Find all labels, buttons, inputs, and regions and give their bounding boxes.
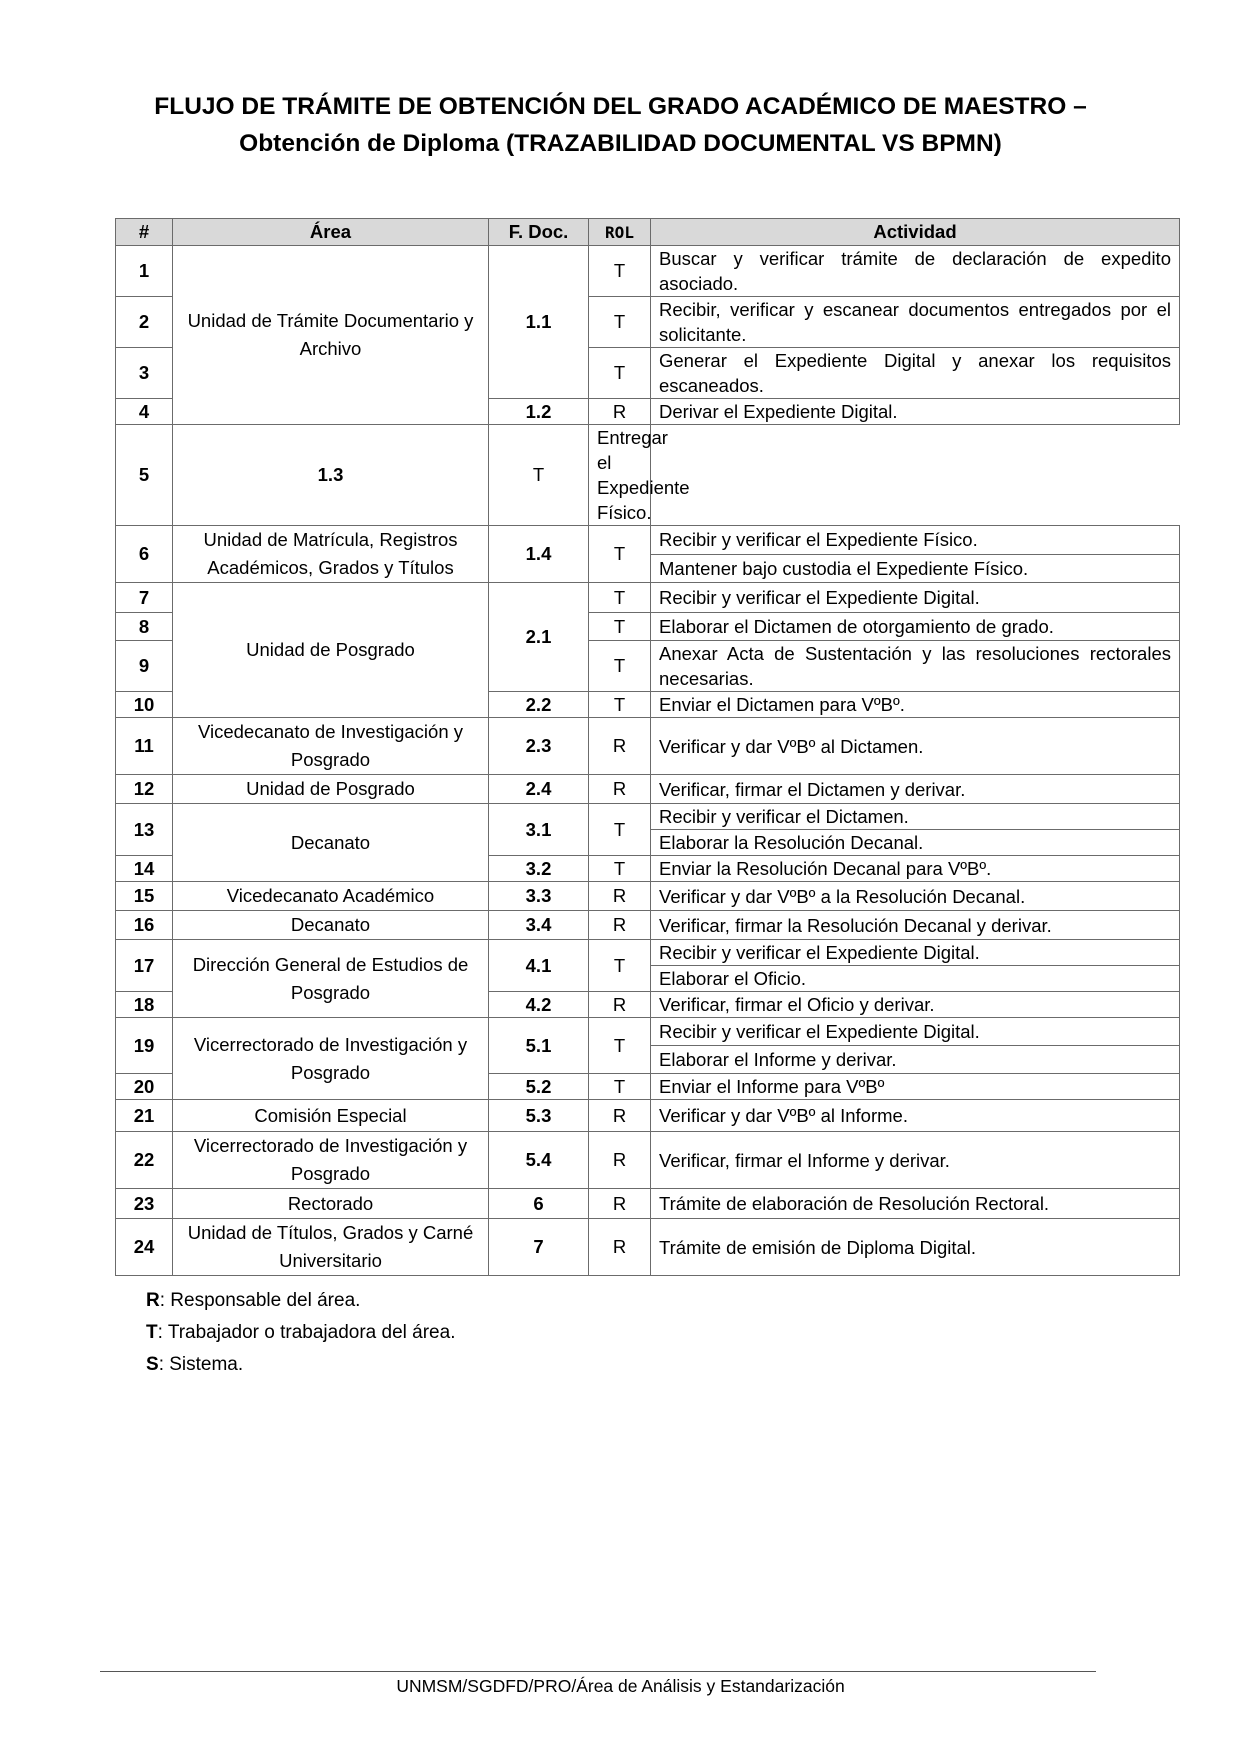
- activity-cell: Recibir y verificar el Expediente Digital.: [651, 1018, 1180, 1046]
- activity-cell: Verificar y dar VºBº a la Resolución Decanal.: [651, 882, 1180, 911]
- area-cell: Decanato: [173, 911, 489, 940]
- row-number: 21: [116, 1100, 173, 1132]
- table-row: [116, 718, 1180, 775]
- header-rol: ROL: [589, 219, 651, 246]
- activity-cell: Trámite de elaboración de Resolución Rectoral.: [651, 1189, 1180, 1219]
- table-row: [116, 425, 1180, 526]
- activity-cell: Elaborar el Oficio.: [651, 966, 1180, 992]
- rol-cell: R: [589, 718, 651, 775]
- area-cell: Comisión Especial: [173, 1100, 489, 1132]
- activity-cell: Elaborar la Resolución Decanal.: [651, 830, 1180, 856]
- area-cell: Unidad de Posgrado: [173, 775, 489, 804]
- rol-cell: T: [589, 1018, 651, 1074]
- rol-cell: T: [589, 297, 651, 348]
- activity-cell: Enviar el Dictamen para VºBº.: [651, 692, 1180, 718]
- activity-cell: Generar el Expediente Digital y anexar los requisitos escaneados.: [651, 348, 1180, 399]
- area-cell: Dirección General de Estudios de Posgrado: [173, 940, 489, 1018]
- rol-cell: R: [589, 1100, 651, 1132]
- table-row: [116, 911, 1180, 940]
- row-number: 15: [116, 882, 173, 911]
- table-row: [116, 940, 1180, 966]
- activity-cell: Verificar, firmar el Informe y derivar.: [651, 1132, 1180, 1189]
- fdoc-cell: 4.2: [489, 992, 589, 1018]
- rol-cell: T: [589, 804, 651, 856]
- table-row: [116, 1100, 1180, 1132]
- rol-cell: T: [589, 348, 651, 399]
- rol-cell: R: [589, 1219, 651, 1276]
- rol-cell: R: [589, 882, 651, 911]
- row-number: 19: [116, 1018, 173, 1074]
- area-cell: Unidad de Títulos, Grados y Carné Universitario: [173, 1219, 489, 1276]
- legend-text: : Responsable del área.: [159, 1290, 361, 1311]
- process-table: [115, 218, 1180, 1276]
- legend-text: : Trabajador o trabajadora del área.: [157, 1322, 456, 1343]
- rol-cell: T: [589, 692, 651, 718]
- activity-cell: Derivar el Expediente Digital.: [651, 399, 1180, 425]
- legend-key: T: [146, 1322, 158, 1343]
- header-area: Área: [173, 219, 489, 246]
- row-number: 3: [116, 348, 173, 399]
- row-number: 12: [116, 775, 173, 804]
- fdoc-cell: 7: [489, 1219, 589, 1276]
- header-activity: Actividad: [651, 219, 1180, 246]
- fdoc-cell: 3.1: [489, 804, 589, 856]
- area-cell: Vicedecanato de Investigación y Posgrado: [173, 718, 489, 775]
- area-cell: Unidad de Posgrado: [173, 583, 489, 718]
- footer-divider: [100, 1671, 1096, 1672]
- activity-cell: Verificar, firmar el Dictamen y derivar.: [651, 775, 1180, 804]
- row-number: 14: [116, 856, 173, 882]
- row-number: 17: [116, 940, 173, 992]
- activity-cell: Enviar la Resolución Decanal para VºBº.: [651, 856, 1180, 882]
- fdoc-cell: 4.1: [489, 940, 589, 992]
- row-number: 4: [116, 399, 173, 425]
- activity-cell: Verificar y dar VºBº al Dictamen.: [651, 718, 1180, 775]
- rol-cell: R: [589, 911, 651, 940]
- rol-cell: T: [589, 940, 651, 992]
- area-cell: Vicerrectorado de Investigación y Posgrado: [173, 1132, 489, 1189]
- header-num: #: [116, 219, 173, 246]
- fdoc-cell: 5.3: [489, 1100, 589, 1132]
- fdoc-cell: 5.2: [489, 1074, 589, 1100]
- activity-cell: Recibir y verificar el Expediente Digital.: [651, 583, 1180, 613]
- fdoc-cell: 5.1: [489, 1018, 589, 1074]
- activity-cell: Anexar Acta de Sustentación y las resoluciones rectorales necesarias.: [651, 641, 1180, 692]
- legend-text: : Sistema.: [158, 1354, 244, 1375]
- activity-cell: Verificar, firmar el Oficio y derivar.: [651, 992, 1180, 1018]
- rol-cell: R: [589, 399, 651, 425]
- legend-item: [146, 1349, 455, 1381]
- table-row: [116, 246, 1180, 297]
- area-cell: Unidad de Matrícula, Registros Académicos, Grados y Títulos: [173, 526, 489, 583]
- table-row: [116, 882, 1180, 911]
- row-number: 9: [116, 641, 173, 692]
- header-fdoc: F. Doc.: [489, 219, 589, 246]
- row-number: 13: [116, 804, 173, 856]
- rol-cell: T: [589, 856, 651, 882]
- rol-cell: T: [589, 613, 651, 641]
- fdoc-cell: 3.3: [489, 882, 589, 911]
- activity-cell: Recibir, verificar y escanear documentos entregados por el solicitante.: [651, 297, 1180, 348]
- table-row: [116, 1018, 1180, 1046]
- row-number: 6: [116, 526, 173, 583]
- area-cell: Vicerrectorado de Investigación y Posgrado: [173, 1018, 489, 1100]
- table-row: [116, 526, 1180, 555]
- rol-cell: R: [589, 775, 651, 804]
- activity-cell: Elaborar el Informe y derivar.: [651, 1046, 1180, 1074]
- rol-cell: T: [589, 1074, 651, 1100]
- legend-item: [146, 1317, 455, 1349]
- row-number: 23: [116, 1189, 173, 1219]
- rol-cell: T: [589, 641, 651, 692]
- table-row: [116, 1189, 1180, 1219]
- rol-cell: R: [589, 1189, 651, 1219]
- fdoc-cell: 3.2: [489, 856, 589, 882]
- fdoc-cell: 2.4: [489, 775, 589, 804]
- fdoc-cell: 2.1: [489, 583, 589, 692]
- row-number: 10: [116, 692, 173, 718]
- fdoc-cell: 6: [489, 1189, 589, 1219]
- fdoc-cell: 2.3: [489, 718, 589, 775]
- area-cell: Unidad de Trámite Documentario y Archivo: [173, 246, 489, 425]
- row-number: 22: [116, 1132, 173, 1189]
- fdoc-cell: 2.2: [489, 692, 589, 718]
- legend-item: [146, 1285, 455, 1317]
- rol-cell: T: [589, 246, 651, 297]
- table-row: [116, 583, 1180, 613]
- rol-cell: T: [589, 526, 651, 583]
- row-number: 1: [116, 246, 173, 297]
- row-number: 7: [116, 583, 173, 613]
- fdoc-cell: 3.4: [489, 911, 589, 940]
- row-number: 5: [116, 425, 173, 526]
- activity-cell: Enviar el Informe para VºBº: [651, 1074, 1180, 1100]
- row-number: 20: [116, 1074, 173, 1100]
- activity-cell: Recibir y verificar el Expediente Físico.: [651, 526, 1180, 555]
- legend-key: S: [146, 1354, 159, 1375]
- table-row: [116, 775, 1180, 804]
- document-title: [0, 88, 1241, 162]
- activity-cell: Elaborar el Dictamen de otorgamiento de grado.: [651, 613, 1180, 641]
- row-number: 2: [116, 297, 173, 348]
- activity-cell: Verificar, firmar la Resolución Decanal y derivar.: [651, 911, 1180, 940]
- rol-cell: T: [489, 425, 589, 526]
- area-cell: Vicedecanato Académico: [173, 882, 489, 911]
- rol-cell: R: [589, 1132, 651, 1189]
- row-number: 11: [116, 718, 173, 775]
- activity-cell: Trámite de emisión de Diploma Digital.: [651, 1219, 1180, 1276]
- activity-cell: Recibir y verificar el Expediente Digital.: [651, 940, 1180, 966]
- table-header-row: [116, 219, 1180, 246]
- legend-key: R: [146, 1290, 160, 1311]
- table-row: [116, 1132, 1180, 1189]
- page-footer: UNMSM/SGDFD/PRO/Área de Análisis y Estandarización: [396, 1676, 845, 1696]
- fdoc-cell: 1.3: [173, 425, 489, 526]
- row-number: 24: [116, 1219, 173, 1276]
- area-cell: Decanato: [173, 804, 489, 882]
- row-number: 8: [116, 613, 173, 641]
- rol-cell: R: [589, 992, 651, 1018]
- activity-cell: Mantener bajo custodia el Expediente Físico.: [651, 554, 1180, 583]
- fdoc-cell: 1.4: [489, 526, 589, 583]
- legend: [146, 1285, 455, 1381]
- rol-cell: T: [589, 583, 651, 613]
- activity-cell: Verificar y dar VºBº al Informe.: [651, 1100, 1180, 1132]
- fdoc-cell: 1.1: [489, 246, 589, 399]
- activity-cell: Recibir y verificar el Dictamen.: [651, 804, 1180, 830]
- fdoc-cell: 5.4: [489, 1132, 589, 1189]
- title-line-2: Obtención de Diploma (TRAZABILIDAD DOCUMENTAL VS BPMN): [239, 130, 1002, 157]
- row-number: 16: [116, 911, 173, 940]
- table-row: [116, 804, 1180, 830]
- activity-cell: Entregar el Expediente Físico.: [589, 425, 651, 526]
- title-line-1: FLUJO DE TRÁMITE DE OBTENCIÓN DEL GRADO ACADÉMICO DE MAESTRO –: [154, 93, 1087, 120]
- fdoc-cell: 1.2: [489, 399, 589, 425]
- area-cell: Rectorado: [173, 1189, 489, 1219]
- activity-cell: Buscar y verificar trámite de declaración de expedito asociado.: [651, 246, 1180, 297]
- table-row: [116, 1219, 1180, 1276]
- row-number: 18: [116, 992, 173, 1018]
